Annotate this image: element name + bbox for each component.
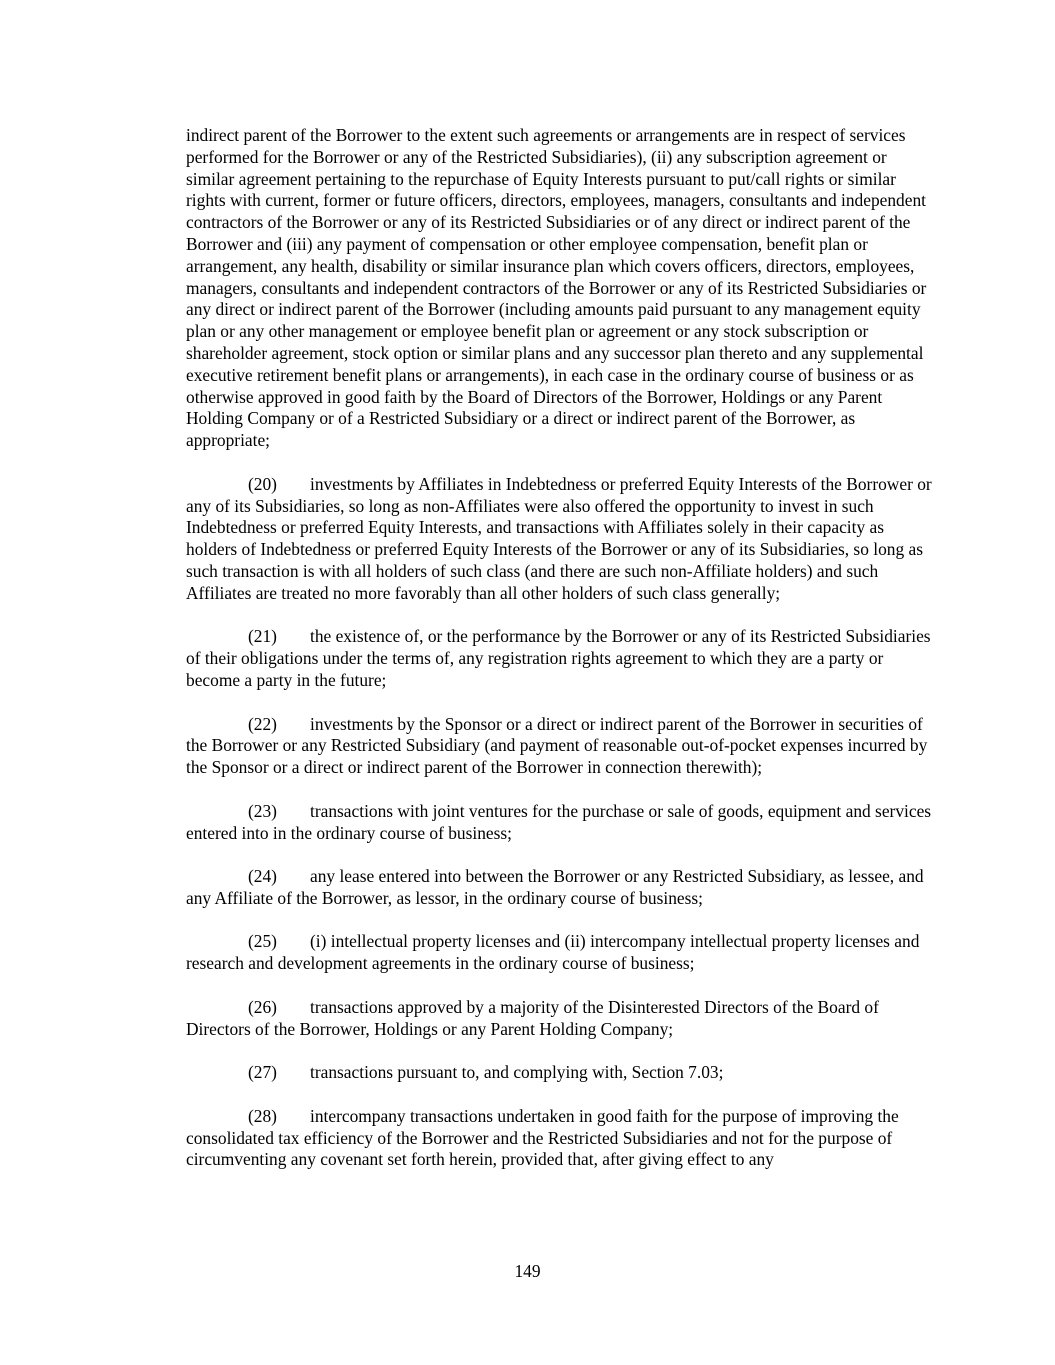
clause-text: (i) intellectual property licenses and (ii) intercompany intellectual property licenses and research and development agreements in the ordinary course of business; — [186, 931, 920, 974]
clause-number: (27) — [248, 1062, 277, 1083]
clause-24 — [186, 866, 932, 910]
clause-25 — [186, 931, 932, 975]
clause-21 — [186, 626, 932, 691]
clause-number: (21) — [248, 626, 277, 647]
clause-23 — [186, 801, 932, 845]
page-number: 149 — [514, 1261, 541, 1281]
document-body — [186, 125, 932, 1193]
clause-number: (24) — [248, 866, 277, 887]
clause-number: (28) — [248, 1105, 277, 1126]
clause-text: any lease entered into between the Borrower or any Restricted Subsidiary, as lessee, and any Affiliate of the Borrower, as lessor, in the ordinary course of business; — [186, 866, 924, 908]
clause-text: investments by Affiliates in Indebtedness or preferred Equity Interests of the Borrower or any of its Subsidiaries, so long as non-Affiliates were also offered the opportunity to invest in such Indebtedness or preferred Equity Interests, and transactions with Affiliates solely in their capacity as holders of Indebtedness or preferred Equity Interests of the Borrower or any of its Subsidiaries, so long as such transaction is with all holders of such class (and there are such non-Affiliate holders) and such Affiliates are treated no more favorably than all other holders of such class generally; — [186, 473, 932, 603]
clause-text: transactions approved by a majority of the Disinterested Directors of the Board of Directors of the Borrower, Holdings or any Parent Holding Company; — [186, 996, 879, 1039]
clause-text: transactions pursuant to, and complying with, Section 7.03; — [310, 1062, 724, 1083]
clause-number: (26) — [248, 996, 277, 1017]
clause-text: intercompany transactions undertaken in good faith for the purpose of improving the consolidated tax efficiency of the Borrower and the Restricted Subsidiaries and not for the purpose of circumventing any covenant set forth herein, provided that, after giving effect to any — [186, 1105, 899, 1170]
clause-number: (23) — [248, 800, 277, 821]
clause-number: (25) — [248, 931, 277, 952]
clause-text: the existence of, or the performance by the Borrower or any of its Restricted Subsidiaries of their obligations under the terms of, any registration rights agreement to which they are a party or become a party in the future; — [186, 626, 931, 690]
clause-20 — [186, 474, 932, 605]
clause-26 — [186, 997, 932, 1041]
clause-22 — [186, 714, 932, 779]
clause-text: investments by the Sponsor or a direct or indirect parent of the Borrower in securities of the Borrower or any Restricted Subsidiary (and payment of reasonable out-of-pocket expenses incurred by the Sponsor or a direct or indirect parent of the Borrower in connection therewith); — [186, 713, 928, 778]
clause-number: (20) — [248, 473, 277, 494]
continuation-paragraph: indirect parent of the Borrower to the extent such agreements or arrangements are in respect of services performed for the Borrower or any of the Restricted Subsidiaries), (ii) any subscription agreement or similar agreement pertaining to the repurchase of Equity Interests pursuant to put/call rights or similar rights with current, former or future officers, directors, employees, managers, consultants and independent contractors of the Borrower or any of its Restricted Subsidiaries or of any direct or indirect parent of the Borrower and (iii) any payment of compensation or other employee compensation, benefit plan or arrangement, any health, disability or similar insurance plan which covers officers, directors, employees, managers, consultants and independent contractors of the Borrower or any of its Restricted Subsidiaries or any direct or indirect parent of the Borrower (including amounts paid pursuant to any management equity plan or any other management or employee benefit plan or agreement or any stock subscription or shareholder agreement, stock option or similar plans and any successor plan thereto and any supplemental executive retirement benefit plans or arrangements), in each case in the ordinary course of business or as otherwise approved in good faith by the Board of Directors of the Borrower, Holdings or any Parent Holding Company or of a Restricted Subsidiary or a direct or indirect parent of the Borrower, as appropriate; — [186, 125, 927, 451]
clause-28 — [186, 1106, 932, 1171]
clause-27 — [186, 1062, 932, 1084]
clause-number: (22) — [248, 713, 277, 734]
clause-text: transactions with joint ventures for the purchase or sale of goods, equipment and services entered into in the ordinary course of business; — [186, 800, 932, 843]
